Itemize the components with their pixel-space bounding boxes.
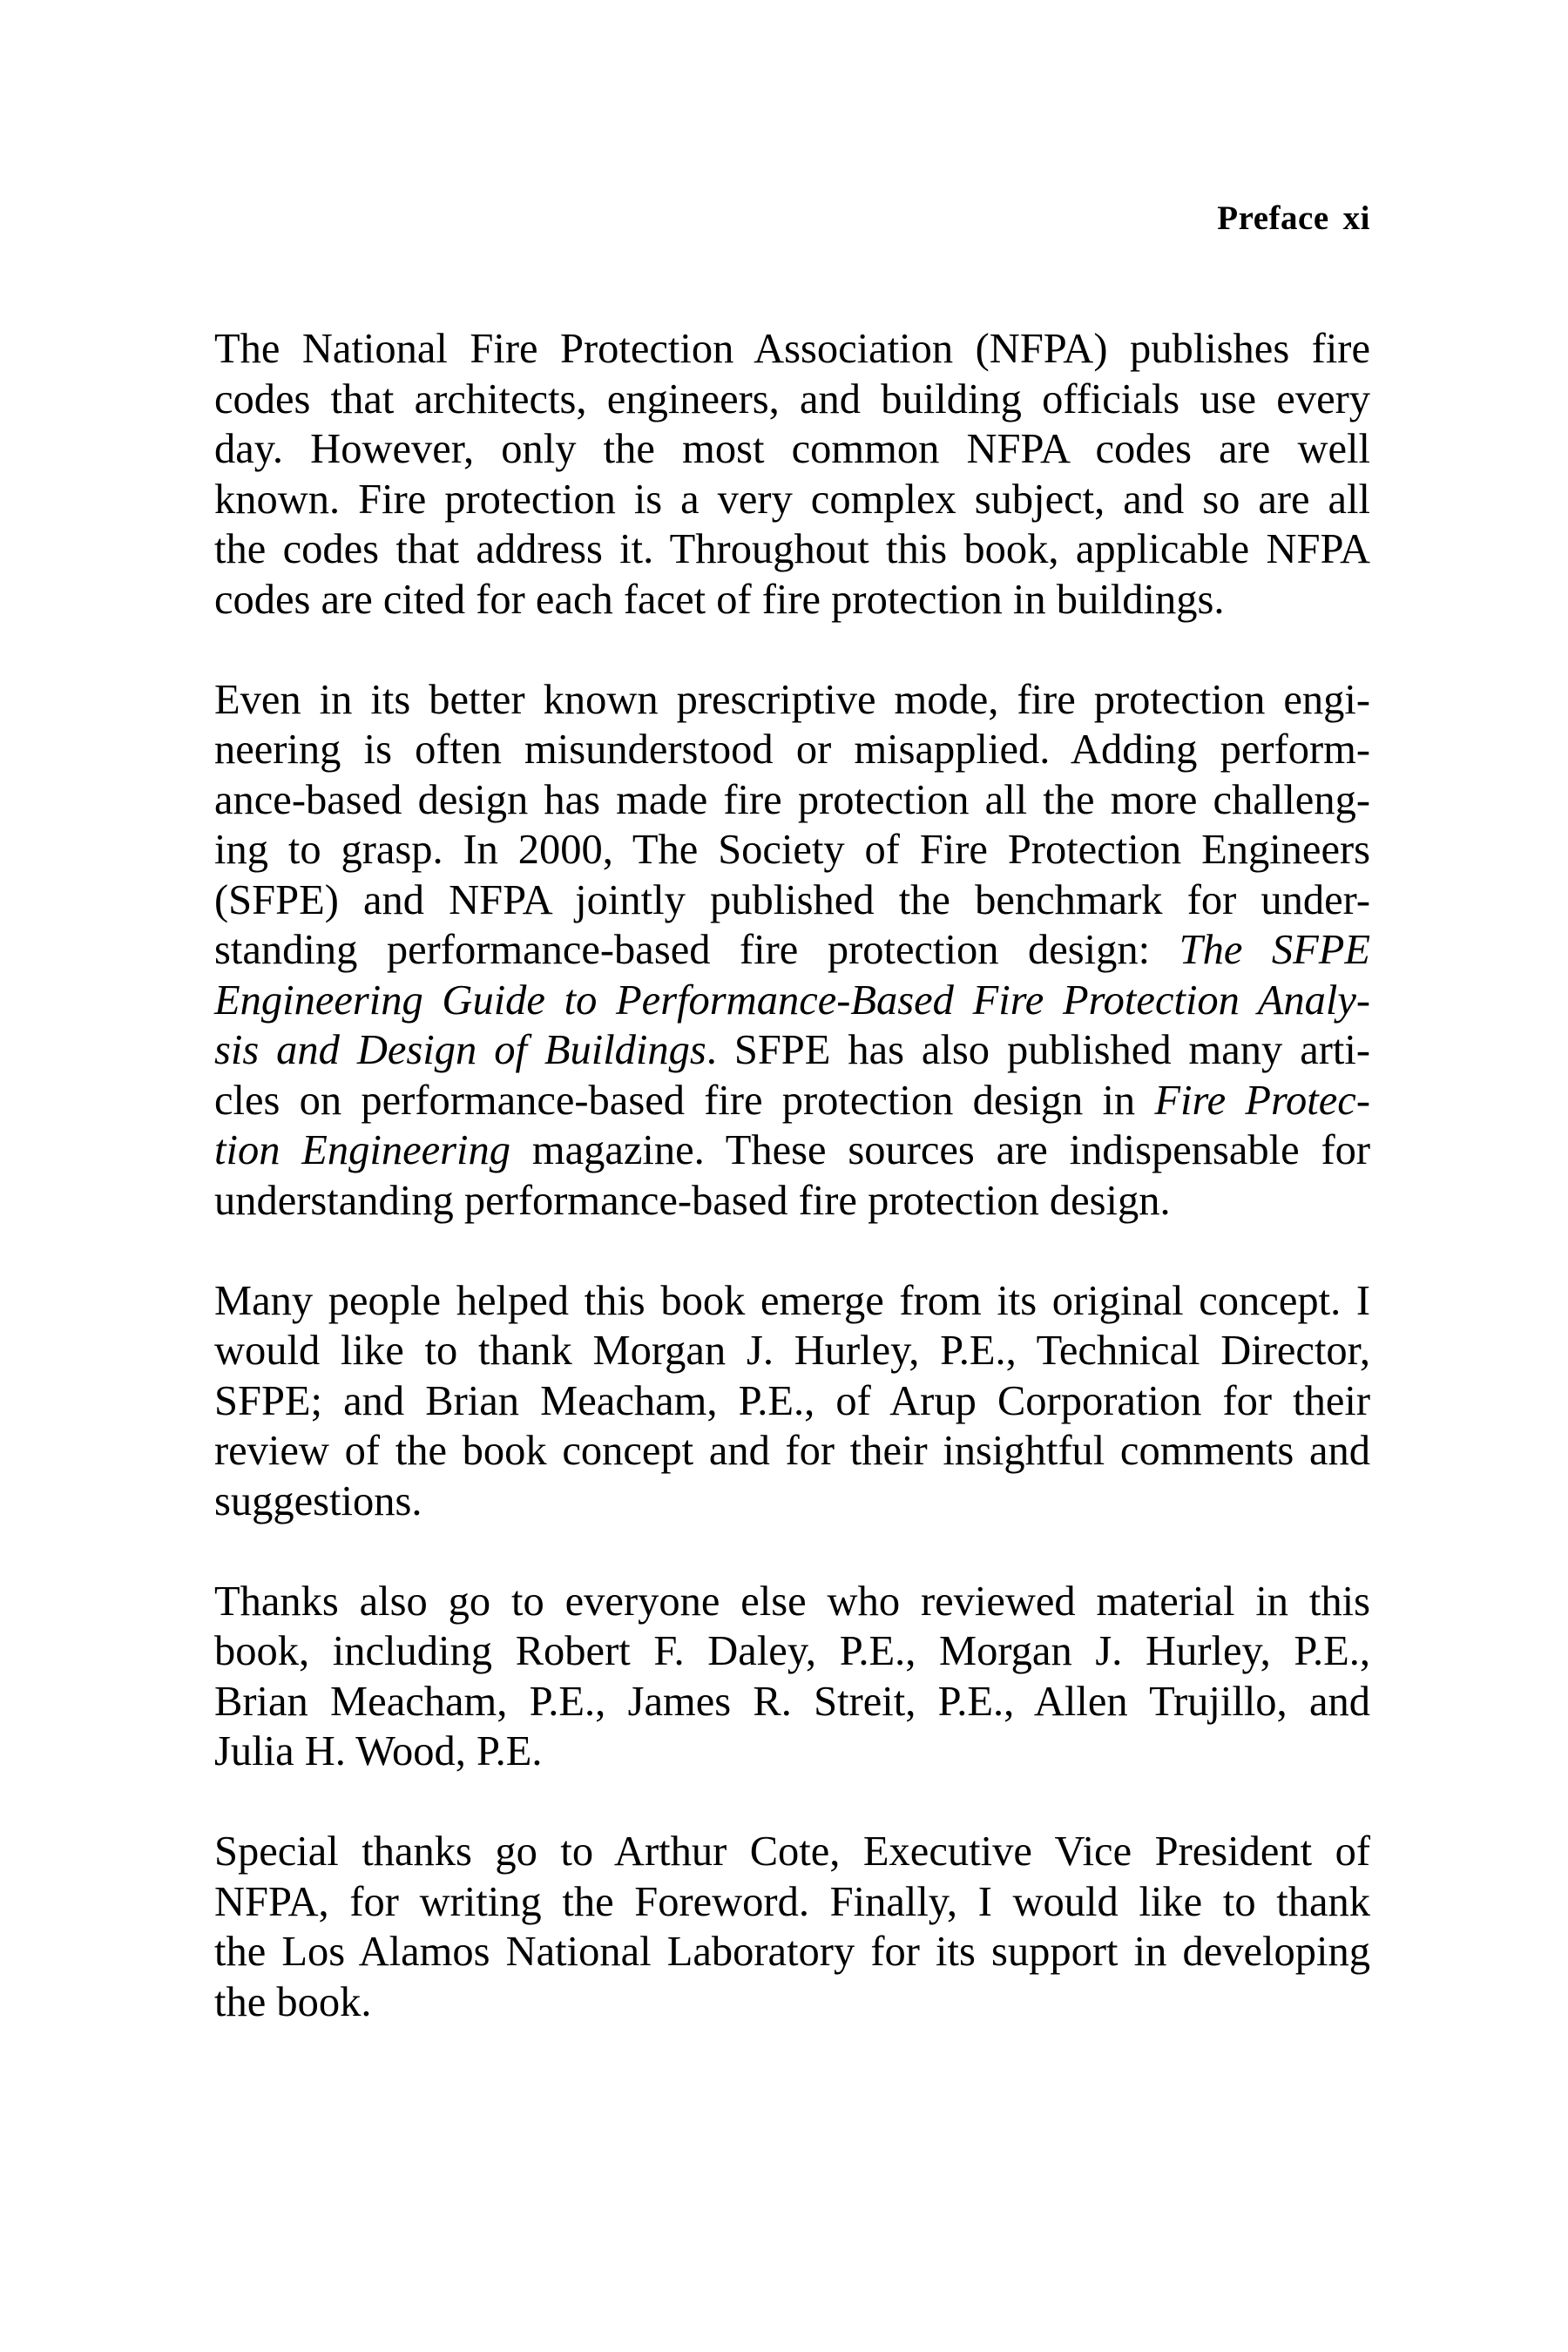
text-line: Julia H. Wood, P.E. [214,1728,543,1774]
text-line: day. However, only the most common NFPA codes are well [214,426,1370,472]
section-title: Preface [1217,199,1329,237]
text-line: the book. [214,1978,372,2025]
text-line: ance-based design has made fire protection all the more challeng- [214,776,1370,823]
page-number: xi [1342,199,1370,237]
book-title-italic: Engineering Guide to Performance-Based Fire Protection Analy- [214,977,1370,1024]
text-line: cles on performance-based fire protection design in Fire Protec- [214,1077,1370,1124]
paragraph-reviewers [214,1577,1370,1777]
text-line: the codes that address it. Throughout this book, applicable NFPA [214,526,1370,572]
text-line: codes that architects, engineers, and building officials use every [214,375,1370,422]
body-text [214,324,1370,2078]
text-line: Even in its better known prescriptive mode, fire protection engi- [214,676,1370,723]
text-line: review of the book concept and for their insightful comments and [214,1428,1370,1474]
text-line: SFPE; and Brian Meacham, P.E., of Arup Corporation for their [214,1377,1370,1424]
book-title-italic: The SFPE [1179,927,1370,973]
text-line: suggestions. [214,1477,422,1524]
text-line: tion Engineering magazine. These sources are indispensable for [214,1127,1371,1173]
text-line: book, including Robert F. Daley, P.E., Morgan J. Hurley, P.E., [214,1628,1370,1674]
text-line: Special thanks go to Arthur Cote, Executive Vice President of [214,1828,1370,1875]
text-line: ing to grasp. In 2000, The Society of Fire Protection Engineers [214,827,1370,873]
magazine-title-italic: tion Engineering [214,1127,511,1173]
text-line: the Los Alamos National Laboratory for its support in developing [214,1929,1370,1975]
magazine-title-italic: Fire Protec- [1154,1077,1370,1124]
paragraph-acknowledgements [214,1276,1370,1527]
text-line: sis and Design of Buildings. SFPE has also published many arti- [214,1027,1370,1073]
text-line: standing performance-based fire protection design: The SFPE [214,927,1370,973]
text-line: The National Fire Protection Association (NFPA) publishes fire [214,326,1370,372]
paragraph-special-thanks [214,1827,1370,2027]
book-title-italic: sis and Design of Buildings [214,1027,706,1073]
paragraph-performance-based-design [214,675,1370,1227]
text-line: would like to thank Morgan J. Hurley, P.E., Technical Director, [214,1328,1370,1374]
text-line: NFPA, for writing the Foreword. Finally, I would like to thank [214,1878,1370,1925]
text-line: Thanks also go to everyone else who reviewed material in this [214,1578,1370,1625]
text-line: Many people helped this book emerge from its original concept. I [214,1277,1370,1324]
text-line: understanding performance-based fire protection design. [214,1177,1171,1224]
paragraph-nfpa-codes [214,324,1370,625]
text-line: Brian Meacham, P.E., James R. Streit, P.E., Allen Trujillo, and [214,1678,1370,1725]
running-head [1217,199,1370,238]
text-line: codes are cited for each facet of fire protection in buildings. [214,576,1225,623]
text-line: known. Fire protection is a very complex subject, and so are all [214,476,1370,523]
text-line [214,976,1370,1026]
text-line: (SFPE) and NFPA jointly published the benchmark for under- [214,876,1370,923]
text-line: neering is often misunderstood or misapplied. Adding perform- [214,727,1370,773]
